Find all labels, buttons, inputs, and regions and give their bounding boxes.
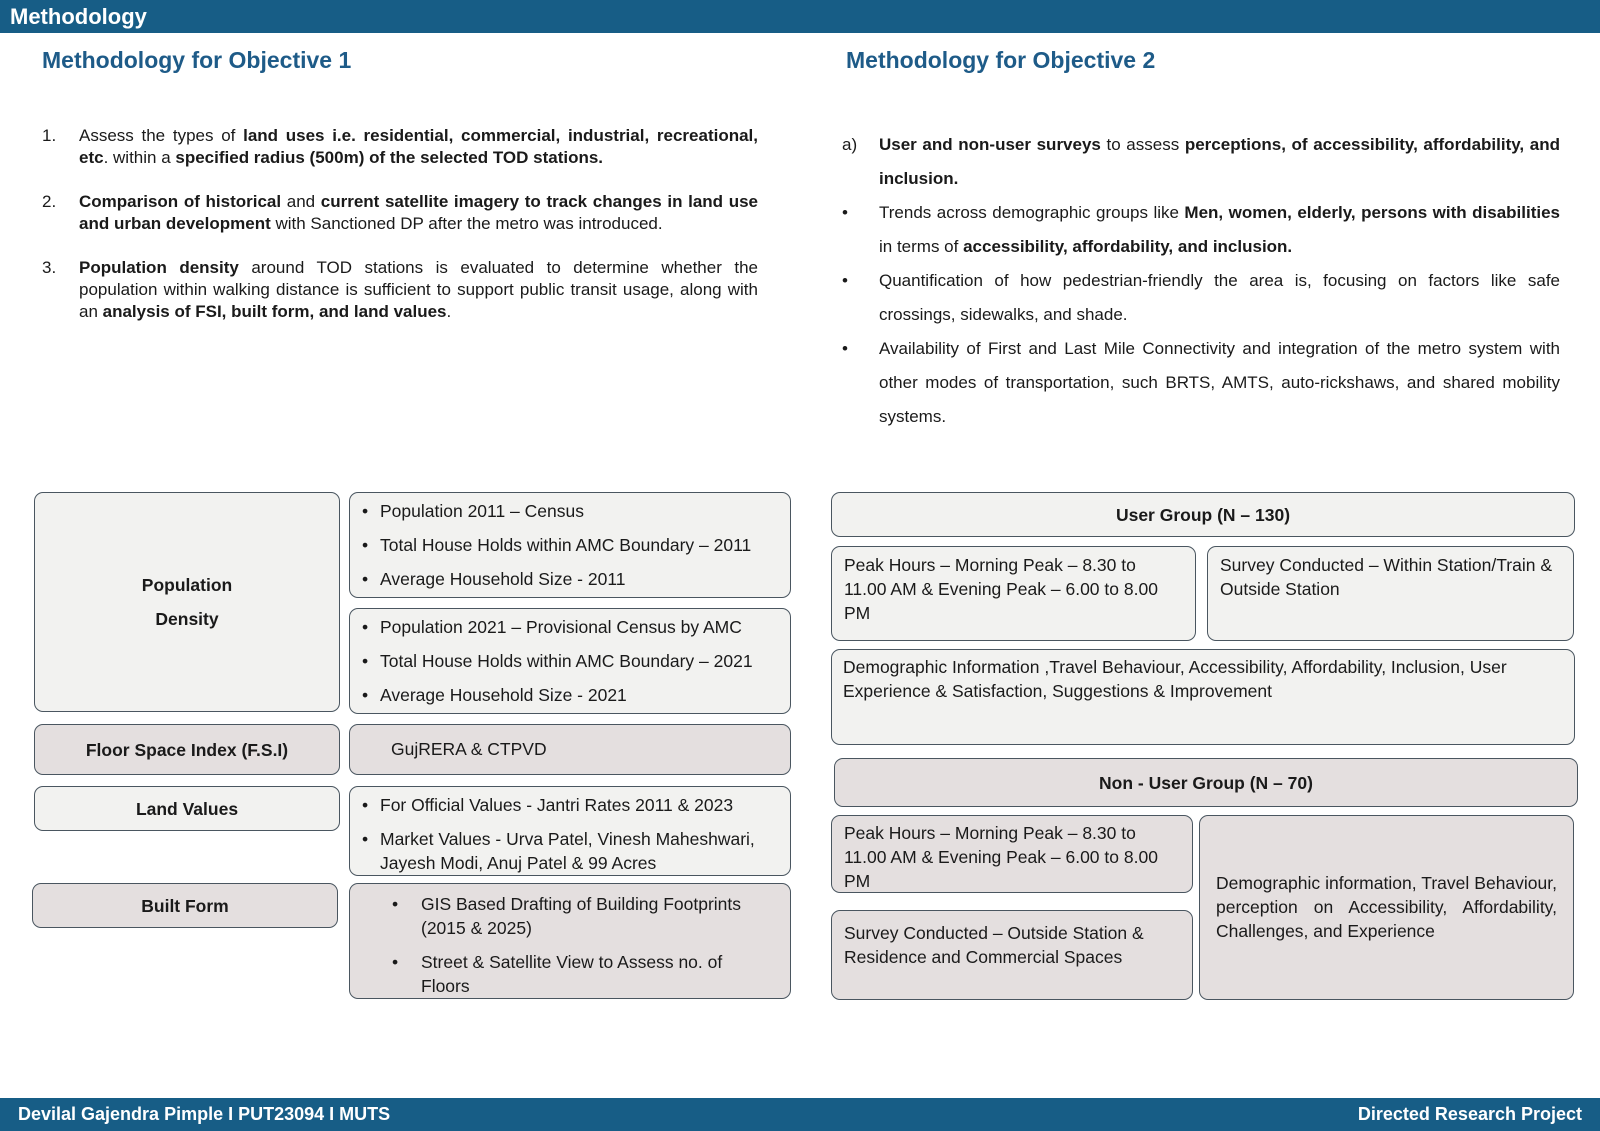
footer-author: Devilal Gajendra Pimple I PUT23094 I MUTS [18,1104,391,1124]
objective1-text [79,125,758,169]
objective2-segment: perceptions, of accessibility, affordability, and inclusion. [879,135,1560,188]
fsi-source: GujRERA & CTPVD [391,739,547,759]
census-2021-list [350,610,790,712]
objective1-segment: . within a [103,148,176,167]
land-values-source-list [350,793,790,875]
objective2-title: Methodology for Objective 2 [846,47,1156,73]
built-form-source-box [349,883,791,999]
footer-bar [0,1098,1600,1131]
non-user-group-title-box [834,758,1578,807]
user-topics-box [831,649,1575,745]
objective2-segment: Trends across demographic groups like [879,203,1185,222]
objective1-segment: Comparison of historical [79,192,282,211]
non-user-peak-hours-box [831,815,1193,893]
fsi-source-box [349,724,791,775]
user-topics: Demographic Information ,Travel Behaviour, Accessibility, Affordability, Inclusion, User Experience & Satisfaction, Suggestions & Improvement [843,657,1507,701]
objective2-list [842,128,1560,434]
population-density-label-line2: Density [155,609,219,629]
objective2-marker: • [842,339,848,358]
land-values-source-item: • For Official Values - Jantri Rates 2011 & 2023 [350,793,790,817]
population-density-box [34,492,340,712]
objective2-segment: in terms of [879,237,964,256]
objective2-marker: • [842,271,848,290]
user-survey: Survey Conducted – Within Station/Train & Outside Station [1220,555,1553,599]
objective2-segment: User and non-user surveys [879,135,1101,154]
census-2011-item: • Total House Holds within AMC Boundary – 2011 [350,528,790,562]
built-form-source-list [350,892,790,998]
objective1-segment: analysis of FSI, built form, and land values [102,302,447,321]
land-values-label: Land Values [135,798,239,819]
objective1-segment: around TOD stations is evaluated to determine whether the population within walking distance is sufficient to support public transit usage, along with an [79,258,758,321]
objective2-text [879,264,1560,332]
land-values-source-item: • Market Values - Urva Patel, Vinesh Maheshwari, Jayesh Modi, Anuj Patel & 99 Acres [350,827,790,875]
census-2021-item: • Total House Holds within AMC Boundary – 2021 [350,644,790,678]
built-form-source-item: • GIS Based Drafting of Building Footprints (2015 & 2025) [350,892,770,940]
fsi-label-box [34,724,340,775]
census-2011-item: • Population 2011 – Census [350,494,790,528]
objective1-segment: Population density [79,258,239,277]
objective2-segment: to assess [1100,135,1185,154]
non-user-survey: Survey Conducted – Outside Station & Residence and Commercial Spaces [844,923,1144,967]
objective1-marker: 3. [42,258,57,277]
objective1-text [79,191,758,235]
objective1-title: Methodology for Objective 1 [42,47,352,73]
non-user-group-title: Non - User Group (N – 70) [1099,772,1313,793]
census-2021-item: • Average Household Size - 2021 [350,678,790,712]
objective2-item [842,196,1560,264]
objective2-item [842,128,1560,196]
user-peak-hours-box [831,546,1196,641]
objective1-segment: current satellite imagery to track changes in land use and urban development [79,192,758,233]
header-bar [0,0,1600,33]
page-title: Methodology [10,4,147,29]
census-2011-box [349,492,791,598]
objective1-list [42,125,758,345]
objective1-segment: specified radius (500m) of the selected TOD stations. [175,148,604,167]
census-2011-item: • Average Household Size - 2011 [350,562,790,596]
objective2-text [879,196,1560,264]
objective2-segment: Availability of First and Last Mile Connectivity and integration of the metro system with other modes of transportation, such BRTS, AMTS, auto-rickshaws, and shared mobility systems. [879,339,1560,426]
built-form-label-box [32,883,338,928]
objective1-segment: land uses i.e. residential, commercial, industrial, recreational, etc [79,126,758,167]
objective2-marker: • [842,203,848,222]
fsi-label: Floor Space Index (F.S.I) [85,739,289,760]
objective2-item [842,264,1560,332]
objective2-segment: accessibility, affordability, and inclusion. [963,237,1293,256]
non-user-topics: Demographic information, Travel Behaviour, perception on Accessibility, Affordability, Challenges, and Experience [1216,873,1557,941]
objective1-item [42,125,758,169]
user-peak-hours: Peak Hours – Morning Peak – 8.30 to 11.00 AM & Evening Peak – 6.00 to 8.00 PM [844,555,1158,623]
non-user-survey-box [831,910,1193,1000]
footer-project: Directed Research Project [1357,1104,1582,1124]
population-density-label-line1: Population [141,575,233,595]
objective2-marker: a) [842,135,858,154]
non-user-topics-box [1199,815,1574,1000]
objective1-marker: 1. [42,126,57,145]
objective2-segment: Quantification of how pedestrian-friendly the area is, focusing on factors like safe crossings, sidewalks, and shade. [879,271,1560,324]
objective1-segment: Assess the types of [79,126,244,145]
objective1-item [42,257,758,323]
built-form-source-item: • Street & Satellite View to Assess no. of Floors [350,950,770,998]
built-form-label: Built Form [141,895,229,916]
land-values-source-box [349,786,791,876]
objective2-text [879,128,1560,196]
objective1-marker: 2. [42,192,57,211]
objective1-segment: with Sanctioned DP after the metro was introduced. [270,214,663,233]
objective2-segment: Men, women, elderly, persons with disabilities [1184,203,1560,222]
census-2021-item: • Population 2021 – Provisional Census by AMC [350,610,790,644]
census-2021-box [349,608,791,714]
non-user-peak-hours: Peak Hours – Morning Peak – 8.30 to 11.00 AM & Evening Peak – 6.00 to 8.00 PM [844,823,1158,891]
land-values-label-box [34,786,340,831]
objective1-segment: . [446,302,452,321]
user-group-title-box [831,492,1575,537]
objective2-text [879,332,1560,434]
census-2011-list [350,494,790,596]
objective1-segment: and [281,192,321,211]
objective1-text [79,257,758,323]
user-survey-box [1207,546,1574,641]
objective2-item [842,332,1560,434]
user-group-title: User Group (N – 130) [1115,504,1291,525]
objective1-item [42,191,758,235]
